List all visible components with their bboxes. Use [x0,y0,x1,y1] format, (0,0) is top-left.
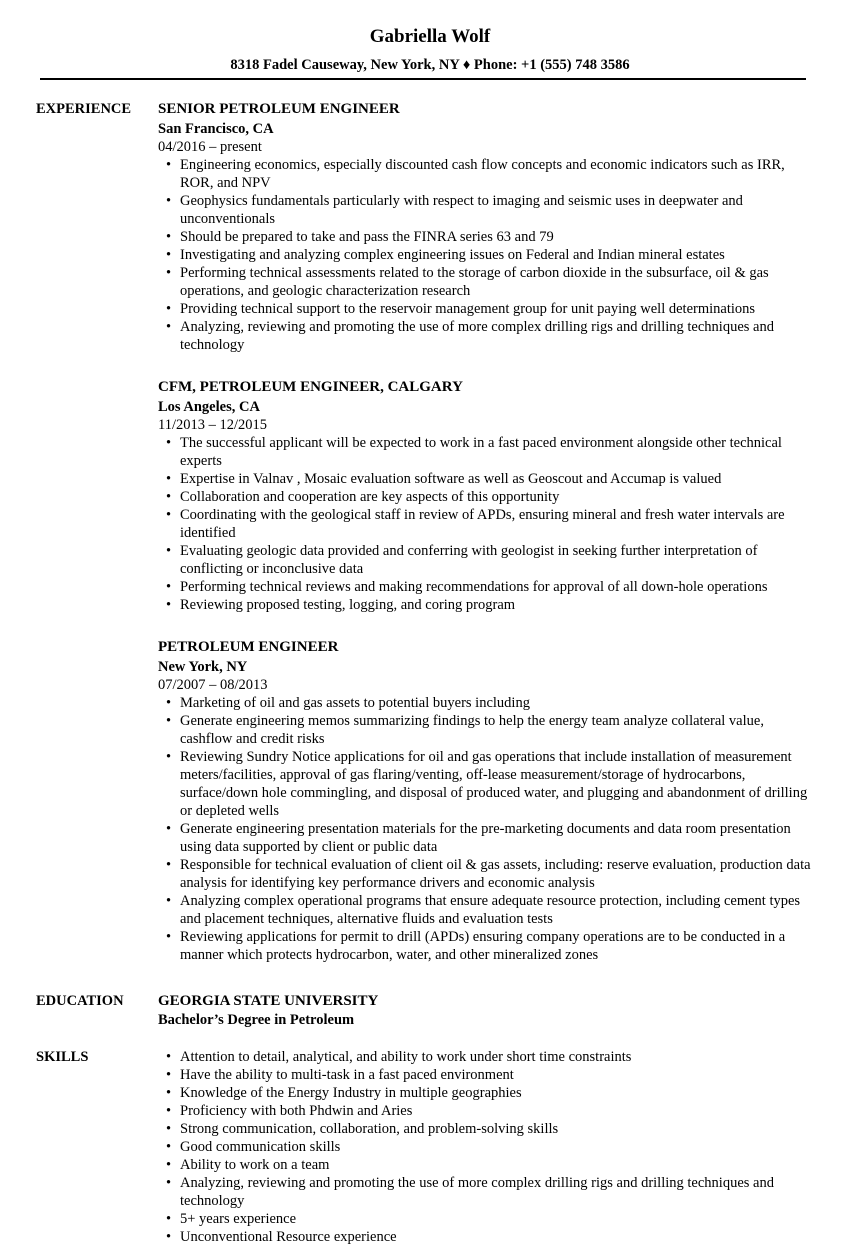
section-label: EDUCATION [36,993,124,1009]
bullet-item: • Reviewing Sundry Notice applications for oil and gas operations that include installation of measurement meters/facilities, approval of gas flaring/venting, off-lease measurement/storage of hydrocarbons, surface/down hole commingling, and disposal of produced water, and plugging and abandonment of drilling or depleted wells [158,748,818,820]
bullet-item: • Expertise in Valnav , Mosaic evaluation software as well as Geoscout and Accumap is valued [158,470,818,488]
skill-item: • Have the ability to multi-task in a fast paced environment [158,1066,818,1084]
header-divider [40,78,806,80]
bullet-item: • Geophysics fundamentals particularly with respect to imaging and seismic uses in deepwater and unconventionals [158,192,818,228]
bullet-item: • Evaluating geologic data provided and conferring with geologist in seeking further interpretation of conflicting or inconclusive data [158,542,818,578]
bullet-item: • Analyzing complex operational programs that ensure adequate resource protection, including cement types and placement techniques, alternative fluids and evaluation tests [158,892,818,928]
bullet-item: • Investigating and analyzing complex engineering issues on Federal and Indian mineral estates [158,246,818,264]
skills-section [36,1048,860,1246]
bullet-item: • Generate engineering presentation materials for the pre-marketing documents and data room presentation using data supported by client or public data [158,820,818,856]
bullet-item: • Engineering economics, especially discounted cash flow concepts and economic indicators such as IRR, ROR, and NPV [158,156,818,192]
bullet-item: • Marketing of oil and gas assets to potential buyers including [158,694,818,712]
skill-item: • Analyzing, reviewing and promoting the use of more complex drilling rigs and drilling techniques and technology [158,1174,818,1210]
bullet-item: • Performing technical reviews and making recommendations for approval of all down-hole operations [158,578,818,596]
skill-item: • Ability to work on a team [158,1156,818,1174]
job-entry [158,378,818,614]
jobs-list [158,100,818,988]
job-entry [158,100,818,354]
experience-section [36,100,860,988]
bullet-item: • The successful applicant will be expected to work in a fast paced environment alongside other technical experts [158,434,818,470]
bullet-item: • Coordinating with the geological staff in review of APDs, ensuring mineral and fresh water intervals are identified [158,506,818,542]
bullet-item: • Analyzing, reviewing and promoting the use of more complex drilling rigs and drilling techniques and technology [158,318,818,354]
job-title: SENIOR PETROLEUM ENGINEER [158,101,400,117]
job-dates: 07/2007 – 08/2013 [158,677,268,693]
skill-item: • 5+ years experience [158,1210,818,1228]
bullet-item: • Reviewing applications for permit to drill (APDs) ensuring company operations are to be conducted in a manner which protects hydrocarbon, water, and other mineralized zones [158,928,818,964]
skill-item: • Good communication skills [158,1138,818,1156]
bullet-item: • Providing technical support to the reservoir management group for unit paying well determinations [158,300,818,318]
skill-item: • Attention to detail, analytical, and ability to work under short time constraints [158,1048,818,1066]
bullet-item: • Collaboration and cooperation are key aspects of this opportunity [158,488,818,506]
job-bullets [158,694,818,964]
job-dates: 11/2013 – 12/2015 [158,417,268,433]
skill-item: • Knowledge of the Energy Industry in multiple geographies [158,1084,818,1102]
resume-header [0,0,860,74]
bullet-item: • Responsible for technical evaluation of client oil & gas assets, including: reserve evaluation, production data analysis for identifying key performance drivers and economic analysis [158,856,818,892]
bullet-item: • Generate engineering memos summarizing findings to help the energy team analyze collateral value, cashflow and credit risks [158,712,818,748]
section-label: EXPERIENCE [36,101,132,117]
candidate-name: Gabriella Wolf [369,26,491,47]
job-title: PETROLEUM ENGINEER [158,639,339,655]
skill-item: • Unconventional Resource experience [158,1228,818,1246]
job-location: New York, NY [158,659,248,675]
job-entry [158,638,818,964]
job-location: Los Angeles, CA [158,399,260,415]
job-location: San Francisco, CA [158,121,274,137]
job-bullets [158,156,818,354]
school-name: GEORGIA STATE UNIVERSITY [158,993,379,1009]
skill-item: • Proficiency with both Phdwin and Aries [158,1102,818,1120]
bullet-item: • Reviewing proposed testing, logging, and coring program [158,596,818,614]
job-bullets [158,434,818,614]
bullet-item: • Should be prepared to take and pass the FINRA series 63 and 79 [158,228,818,246]
bullet-item: • Performing technical assessments related to the storage of carbon dioxide in the subsurface, oil & gas operations, and geologic characterization research [158,264,818,300]
skill-item: • Strong communication, collaboration, and problem-solving skills [158,1120,818,1138]
contact-line: 8318 Fadel Causeway, New York, NY ♦ Phone: +1 (555) 748 3586 [230,57,630,73]
section-label: SKILLS [36,1049,89,1065]
education-section [36,992,860,1029]
job-title: CFM, PETROLEUM ENGINEER, CALGARY [158,379,463,395]
degree: Bachelor’s Degree in Petroleum [158,1012,355,1028]
job-dates: 04/2016 – present [158,139,262,155]
skills-list [158,1048,818,1246]
